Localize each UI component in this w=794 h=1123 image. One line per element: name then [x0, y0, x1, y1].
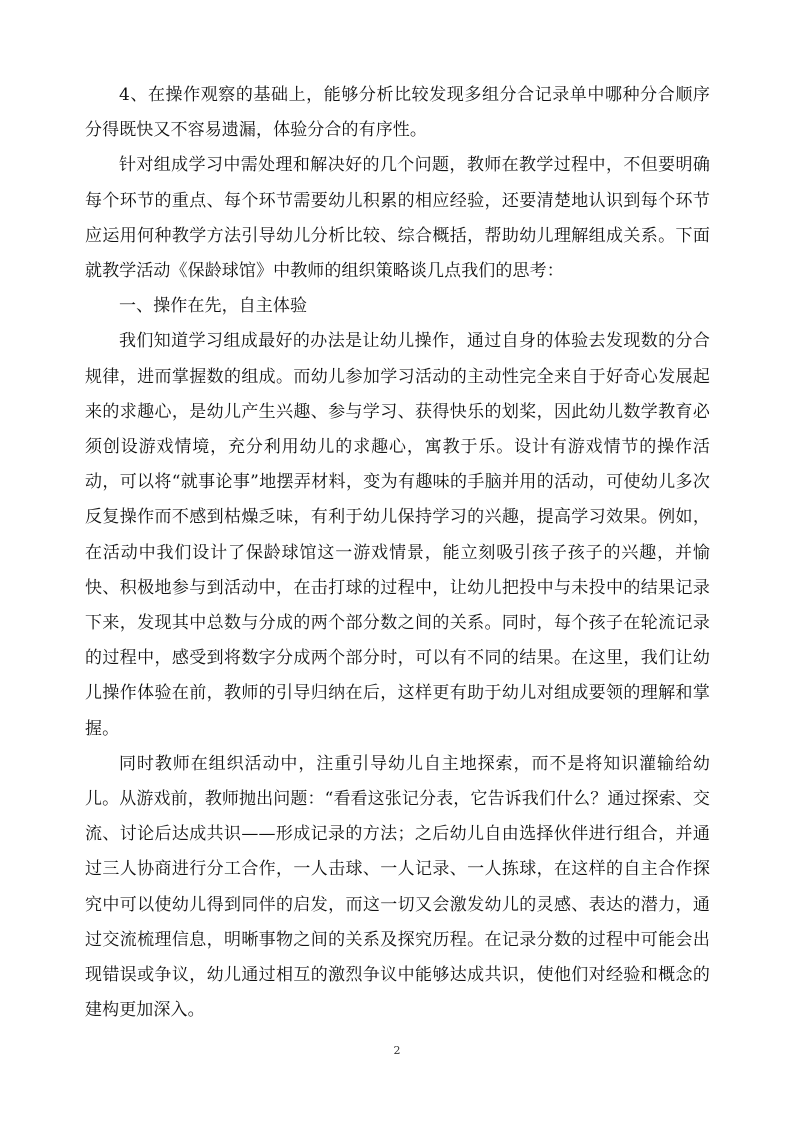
paragraph-intro: 针对组成学习中需处理和解决好的几个问题，教师在教学过程中，不但要明确每个环节的重点、每个环节需要幼儿积累的相应经验，还要清楚地认识到每个环节应运用何种教学方法引导幼儿分析比较、综合概括，帮助幼儿理解组成关系。下面就教学活动《保龄球馆》中教师的组织策略谈几点我们的思考： — [85, 155, 710, 282]
paragraph-operation-first: 我们知道学习组成最好的办法是让幼儿操作，通过自身的体验去发现数的分合规律，进而掌握数的组成。而幼儿参加学习活动的主动性完全来自于好奇心发展起来的求趣心，是幼儿产生兴趣、参与学习、获得快乐的划桨，因此幼儿数学教育必须创设游戏情境，充分利用幼儿的求趣心，寓教于乐。设计有游戏情节的操作活动，可以将“就事论事”地摆弄材料，变为有趣味的手脑并用的活动，可使幼儿多次反复操作而不感到枯燥乏味，有利于幼儿保持学习的兴趣，提高学习效果。例如，在活动中我们设计了保龄球馆这一游戏情景，能立刻吸引孩子孩子的兴趣，并愉快、积极地参与到活动中，在击打球的过程中，让幼儿把投中与未投中的结果记录下来，发现其中总数与分成的两个部分数之间的关系。同时，每个孩子在轮流记录的过程中，感受到将数字分成两个部分时，可以有不同的结果。在这里，我们让幼儿操作体验在前，教师的引导归纳在后，这样更有助于幼儿对组成要领的理解和掌握。 — [85, 331, 710, 739]
document-body — [85, 78, 710, 1028]
paragraph-goal-4: 4、在操作观察的基础上，能够分析比较发现多组分合记录单中哪种分合顺序分得既快又不容易遗漏，体验分合的有序性。 — [85, 85, 710, 141]
section-heading-1: 一、操作在先，自主体验 — [119, 296, 308, 317]
paragraph-autonomous-exploration: 同时教师在组织活动中，注重引导幼儿自主地探索，而不是将知识灌输给幼儿。从游戏前，教师抛出问题：“看看这张记分表，它告诉我们什么？通过探索、交流、讨论后达成共识——形成记录的方法；之后幼儿自由选择伙伴进行组合，并通过三人协商进行分工合作，一人击球、一人记录、一人拣球，在这样的自主合作探究中可以使幼儿得到同伴的启发，而这一切又会激发幼儿的灵感、表达的潜力，通过交流梳理信息，明晰事物之间的关系及探究历程。在记录分数的过程中可能会出现错误或争议，幼儿通过相互的激烈争议中能够达成共识，使他们对经验和概念的建构更加深入。 — [85, 753, 710, 1021]
page-number: 2 — [393, 1044, 401, 1057]
